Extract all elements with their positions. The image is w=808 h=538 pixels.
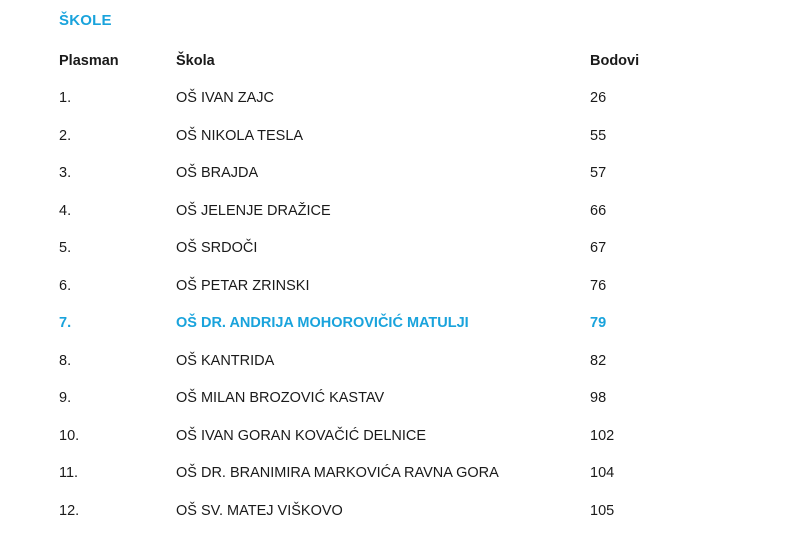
row-school: OŠ IVAN ZAJC <box>176 88 274 108</box>
row-rank: 6. <box>59 276 71 296</box>
table-row <box>59 238 779 276</box>
results-table <box>59 51 779 538</box>
row-points: 104 <box>590 463 614 483</box>
row-school: OŠ DR. ANDRIJA MOHOROVIČIĆ MATULJI <box>176 313 469 333</box>
column-header-points: Bodovi <box>590 51 639 71</box>
row-school: OŠ SRDOČI <box>176 238 257 258</box>
row-rank: 12. <box>59 501 79 521</box>
table-row <box>59 88 779 126</box>
row-rank: 11. <box>59 463 78 483</box>
row-rank: 3. <box>59 163 71 183</box>
table-row <box>59 388 779 426</box>
row-rank: 4. <box>59 201 71 221</box>
table-row <box>59 163 779 201</box>
table-row <box>59 463 779 501</box>
row-school: OŠ DR. BRANIMIRA MARKOVIĆA RAVNA GORA <box>176 463 499 483</box>
row-points: 66 <box>590 201 606 221</box>
row-points: 102 <box>590 426 614 446</box>
row-points: 82 <box>590 351 606 371</box>
row-points: 76 <box>590 276 606 296</box>
row-points: 55 <box>590 126 606 146</box>
row-school: OŠ MILAN BROZOVIĆ KASTAV <box>176 388 384 408</box>
row-points: 98 <box>590 388 606 408</box>
table-row <box>59 276 779 314</box>
row-school: OŠ BRAJDA <box>176 163 258 183</box>
table-row-highlighted <box>59 313 779 351</box>
row-points: 79 <box>590 313 606 333</box>
row-rank: 5. <box>59 238 71 258</box>
row-rank: 7. <box>59 313 71 333</box>
table-header <box>59 51 779 88</box>
table-row <box>59 126 779 164</box>
row-school: OŠ SV. MATEJ VIŠKOVO <box>176 501 343 521</box>
row-school: OŠ PETAR ZRINSKI <box>176 276 309 296</box>
row-points: 26 <box>590 88 606 108</box>
row-rank: 8. <box>59 351 71 371</box>
row-school: OŠ NIKOLA TESLA <box>176 126 303 146</box>
row-school: OŠ JELENJE DRAŽICE <box>176 201 331 221</box>
table-row <box>59 201 779 239</box>
page-title: ŠKOLE <box>59 12 112 29</box>
table-row <box>59 351 779 389</box>
table-row <box>59 501 779 538</box>
row-school: OŠ IVAN GORAN KOVAČIĆ DELNICE <box>176 426 426 446</box>
row-school: OŠ KANTRIDA <box>176 351 274 371</box>
table-row <box>59 426 779 464</box>
column-header-rank: Plasman <box>59 51 119 71</box>
row-points: 105 <box>590 501 614 521</box>
row-points: 57 <box>590 163 606 183</box>
row-rank: 10. <box>59 426 79 446</box>
row-rank: 9. <box>59 388 71 408</box>
row-rank: 1. <box>59 88 71 108</box>
row-points: 67 <box>590 238 606 258</box>
row-rank: 2. <box>59 126 71 146</box>
column-header-school: Škola <box>176 51 215 71</box>
